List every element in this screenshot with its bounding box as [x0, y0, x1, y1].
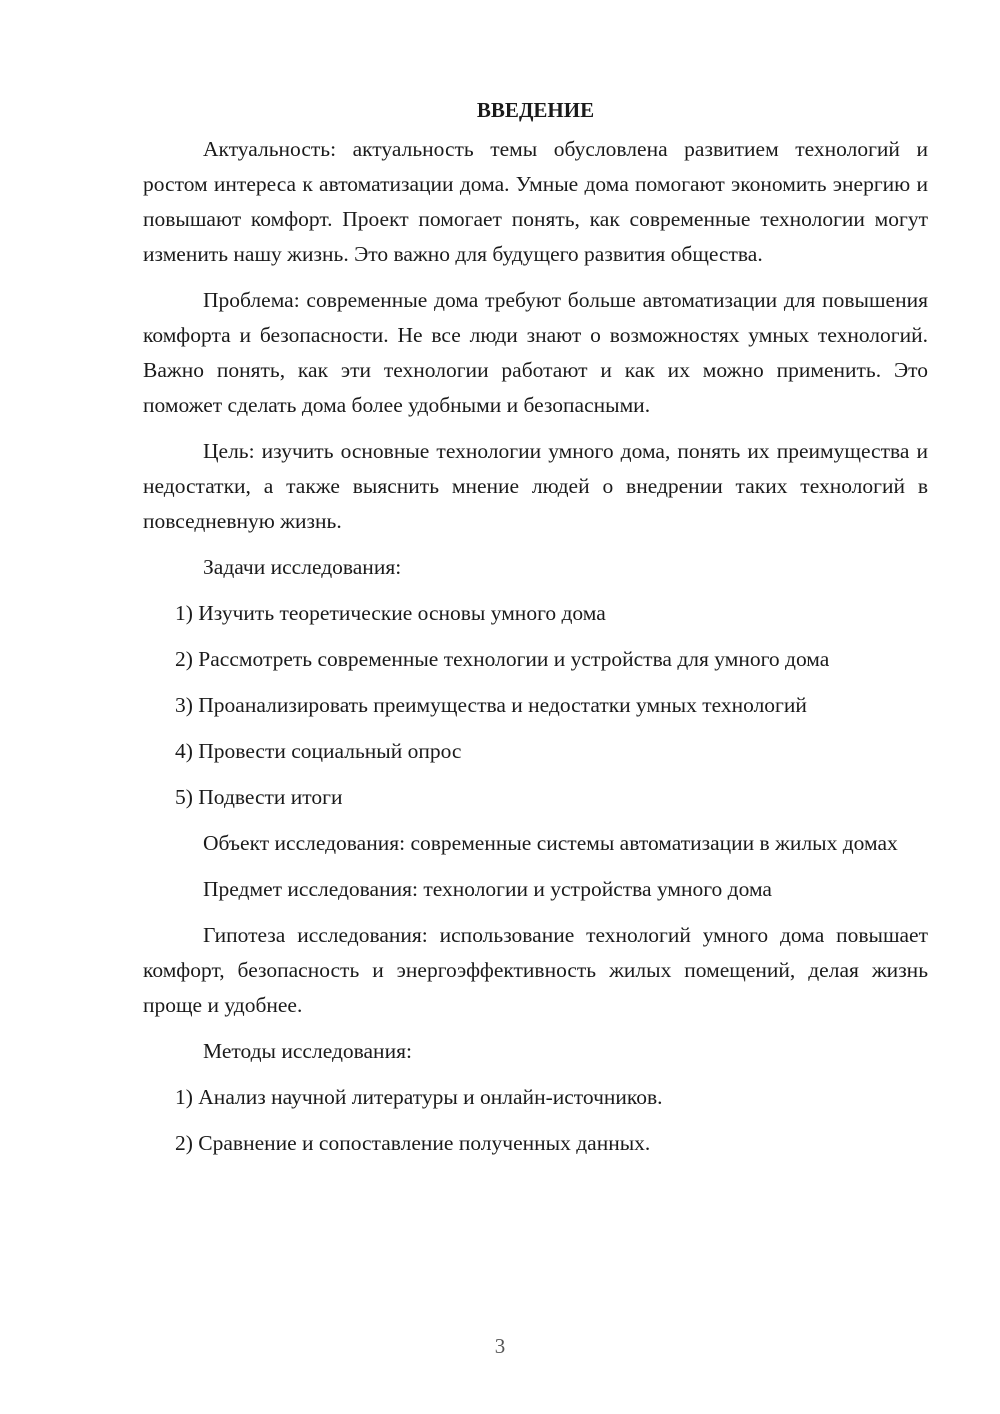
- task-item: 1) Изучить теоретические основы умного дома: [175, 601, 606, 625]
- relevance-paragraph: Актуальность: актуальность темы обусловлена развитием технологий и ростом интереса к автоматизации дома. Умные дома помогают экономить энергию и повышают комфорт. Проект помогает понять, как современные технологии могут изменить нашу жизнь. Это важно для будущего развития общества.: [143, 137, 928, 266]
- section-title: ВВЕДЕНИЕ: [476, 98, 595, 122]
- task-item: 2) Рассмотреть современные технологии и устройства для умного дома: [175, 647, 830, 671]
- goal-paragraph: Цель: изучить основные технологии умного дома, понять их преимущества и недостатки, а также выяснить мнение людей о внедрении таких технологий в повседневную жизнь.: [143, 439, 928, 533]
- task-item: 5) Подвести итоги: [175, 785, 343, 809]
- document-page: [143, 93, 928, 1172]
- object-paragraph: Объект исследования: современные системы автоматизации в жилых домах: [203, 831, 898, 855]
- hypothesis-paragraph: Гипотеза исследования: использование технологий умного дома повышает комфорт, безопасность и энергоэффективность жилых помещений, делая жизнь проще и удобнее.: [143, 923, 928, 1017]
- subject-paragraph: Предмет исследования: технологии и устройства умного дома: [203, 877, 772, 901]
- methods-heading: Методы исследования:: [203, 1039, 412, 1063]
- task-item: 3) Проанализировать преимущества и недостатки умных технологий: [175, 693, 807, 717]
- method-item: 1) Анализ научной литературы и онлайн-источников.: [175, 1085, 663, 1109]
- task-item: 4) Провести социальный опрос: [175, 739, 462, 763]
- method-item: 2) Сравнение и сопоставление полученных данных.: [175, 1131, 651, 1155]
- tasks-heading: Задачи исследования:: [203, 555, 402, 579]
- page-number: 3: [494, 1334, 506, 1358]
- problem-paragraph: Проблема: современные дома требуют больше автоматизации для повышения комфорта и безопасности. Не все люди знают о возможностях умных технологий. Важно понять, как эти технологии работают и как их можно применить. Это поможет сделать дома более удобными и безопасными.: [143, 288, 928, 417]
